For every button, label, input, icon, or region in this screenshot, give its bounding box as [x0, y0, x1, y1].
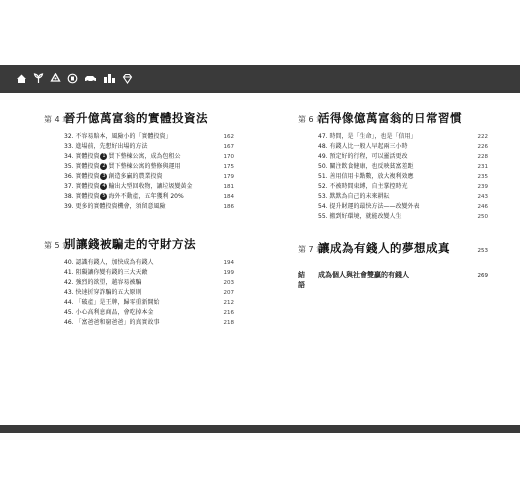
- toc-entry[interactable]: 55. 搬到好環境，就能改變人生 250: [318, 213, 488, 220]
- toc-entry[interactable]: 46. 「富爸爸和窮爸爸」的真實故事 218: [64, 319, 234, 326]
- conclusion-label: 結 語: [298, 271, 312, 289]
- circled-number: 1: [102, 153, 106, 159]
- icon-row: [16, 73, 133, 84]
- toc-entry[interactable]: 40. 認識有錢人，加快成為有錢人 194: [64, 259, 234, 266]
- toc-entry[interactable]: 51. 善用信用卡點數，放大複利效應 235: [318, 173, 488, 180]
- city-icon: [103, 73, 116, 84]
- toc-entry[interactable]: 49. 預定好的行程，可以靈活更改 228: [318, 153, 488, 160]
- toc-entry[interactable]: 39. 更多的實體投資機會，須留意風險 186: [64, 203, 234, 210]
- chapter-number: 第 7 章: [298, 245, 325, 254]
- toc-entry[interactable]: 33. 進場前，先想好出場的方法 167: [64, 143, 234, 150]
- toc-entry[interactable]: 32. 不容易賠本，風險小的「實體投資」 162: [64, 133, 234, 140]
- chapter-heading: [298, 110, 488, 126]
- toc-entry[interactable]: 41. 阻礙讓你變有錢的三大天敵 199: [64, 269, 234, 276]
- chapter-number: 第 6 章: [298, 115, 325, 124]
- circled-number: 4: [102, 183, 106, 189]
- conclusion-entry[interactable]: [298, 270, 488, 290]
- toc-entry[interactable]: 35. 實體投資 2 買下整棟公寓的整修與運用 175: [64, 163, 234, 170]
- chapter-title: 活得像億萬富翁的日常習慣: [318, 111, 462, 125]
- chapter-number: 第 5 章: [44, 241, 71, 250]
- circled-number: 5: [102, 193, 106, 199]
- chapter-entries: [64, 132, 234, 212]
- toc-entry[interactable]: 38. 實體投資 5 海外不動產，五年獲利 20% 184: [64, 193, 234, 200]
- circled-number: 3: [102, 173, 106, 179]
- toc-entry[interactable]: 42. 強烈的欲望，越容易被騙 203: [64, 279, 234, 286]
- chapter-entries: [64, 258, 234, 328]
- chapter-title: 晉升億萬富翁的實體投資法: [64, 111, 208, 125]
- circled-number: 2: [102, 163, 106, 169]
- chapter-page: 253: [477, 248, 488, 254]
- toc-entry[interactable]: 34. 實體投資 1 買下整棟公寓，成為包租公 170: [64, 153, 234, 160]
- conclusion-page: 269: [477, 273, 488, 279]
- toc-entry[interactable]: 53. 默默為自己的未來耕耘 243: [318, 193, 488, 200]
- chapter-4: [44, 110, 234, 212]
- chapter-heading[interactable]: [298, 240, 488, 256]
- toc-entry[interactable]: 37. 實體投資 4 輸出大型回收物，讓垃圾變黃金 181: [64, 183, 234, 190]
- car-icon: [84, 73, 97, 84]
- toc-entry[interactable]: 43. 快速折穿詐騙的五大原則 207: [64, 289, 234, 296]
- toc-entry[interactable]: 45. 小心高利息商品，會吃掉本金 216: [64, 309, 234, 316]
- chapter-5: [44, 236, 234, 328]
- left-column: [44, 110, 234, 328]
- coin-icon: [67, 73, 78, 84]
- right-column: [298, 110, 488, 290]
- chapter-heading: [44, 236, 234, 252]
- chapter-heading: [44, 110, 234, 126]
- chapter-6: [298, 110, 488, 222]
- toc-entry[interactable]: 47. 時間，是「生命」，也是「信用」 222: [318, 133, 488, 140]
- footer-bar: [0, 425, 520, 433]
- plant-icon: [33, 73, 44, 84]
- toc-entry[interactable]: 44. 「破產」是王牌，歸零重新開始 212: [64, 299, 234, 306]
- chapter-title: 讓成為有錢人的夢想成真: [318, 241, 450, 255]
- chapter-title: 別讓錢被騙走的守財方法: [64, 237, 196, 251]
- chapter-7: [298, 240, 488, 256]
- conclusion-title: 成為個人與社會雙贏的有錢人: [318, 271, 409, 279]
- diamond-icon: [122, 73, 133, 84]
- toc-entry[interactable]: 52. 不被時間束縛，自主掌控時光 239: [318, 183, 488, 190]
- toc-entry[interactable]: 48. 有錢人比一般人早起兩三小時 226: [318, 143, 488, 150]
- recycle-icon: [50, 73, 61, 84]
- toc-entry[interactable]: 50. 關注飲食健康，也反映貧富差距 231: [318, 163, 488, 170]
- chapter-entries: [318, 132, 488, 222]
- toc-entry[interactable]: 36. 實體投資 3 創造多贏的農業投資 179: [64, 173, 234, 180]
- toc-entry[interactable]: 54. 提升財運的最快方法——改變外表 246: [318, 203, 488, 210]
- house-icon: [16, 73, 27, 84]
- header-bar: [0, 65, 520, 93]
- chapter-number: 第 4 章: [44, 115, 71, 124]
